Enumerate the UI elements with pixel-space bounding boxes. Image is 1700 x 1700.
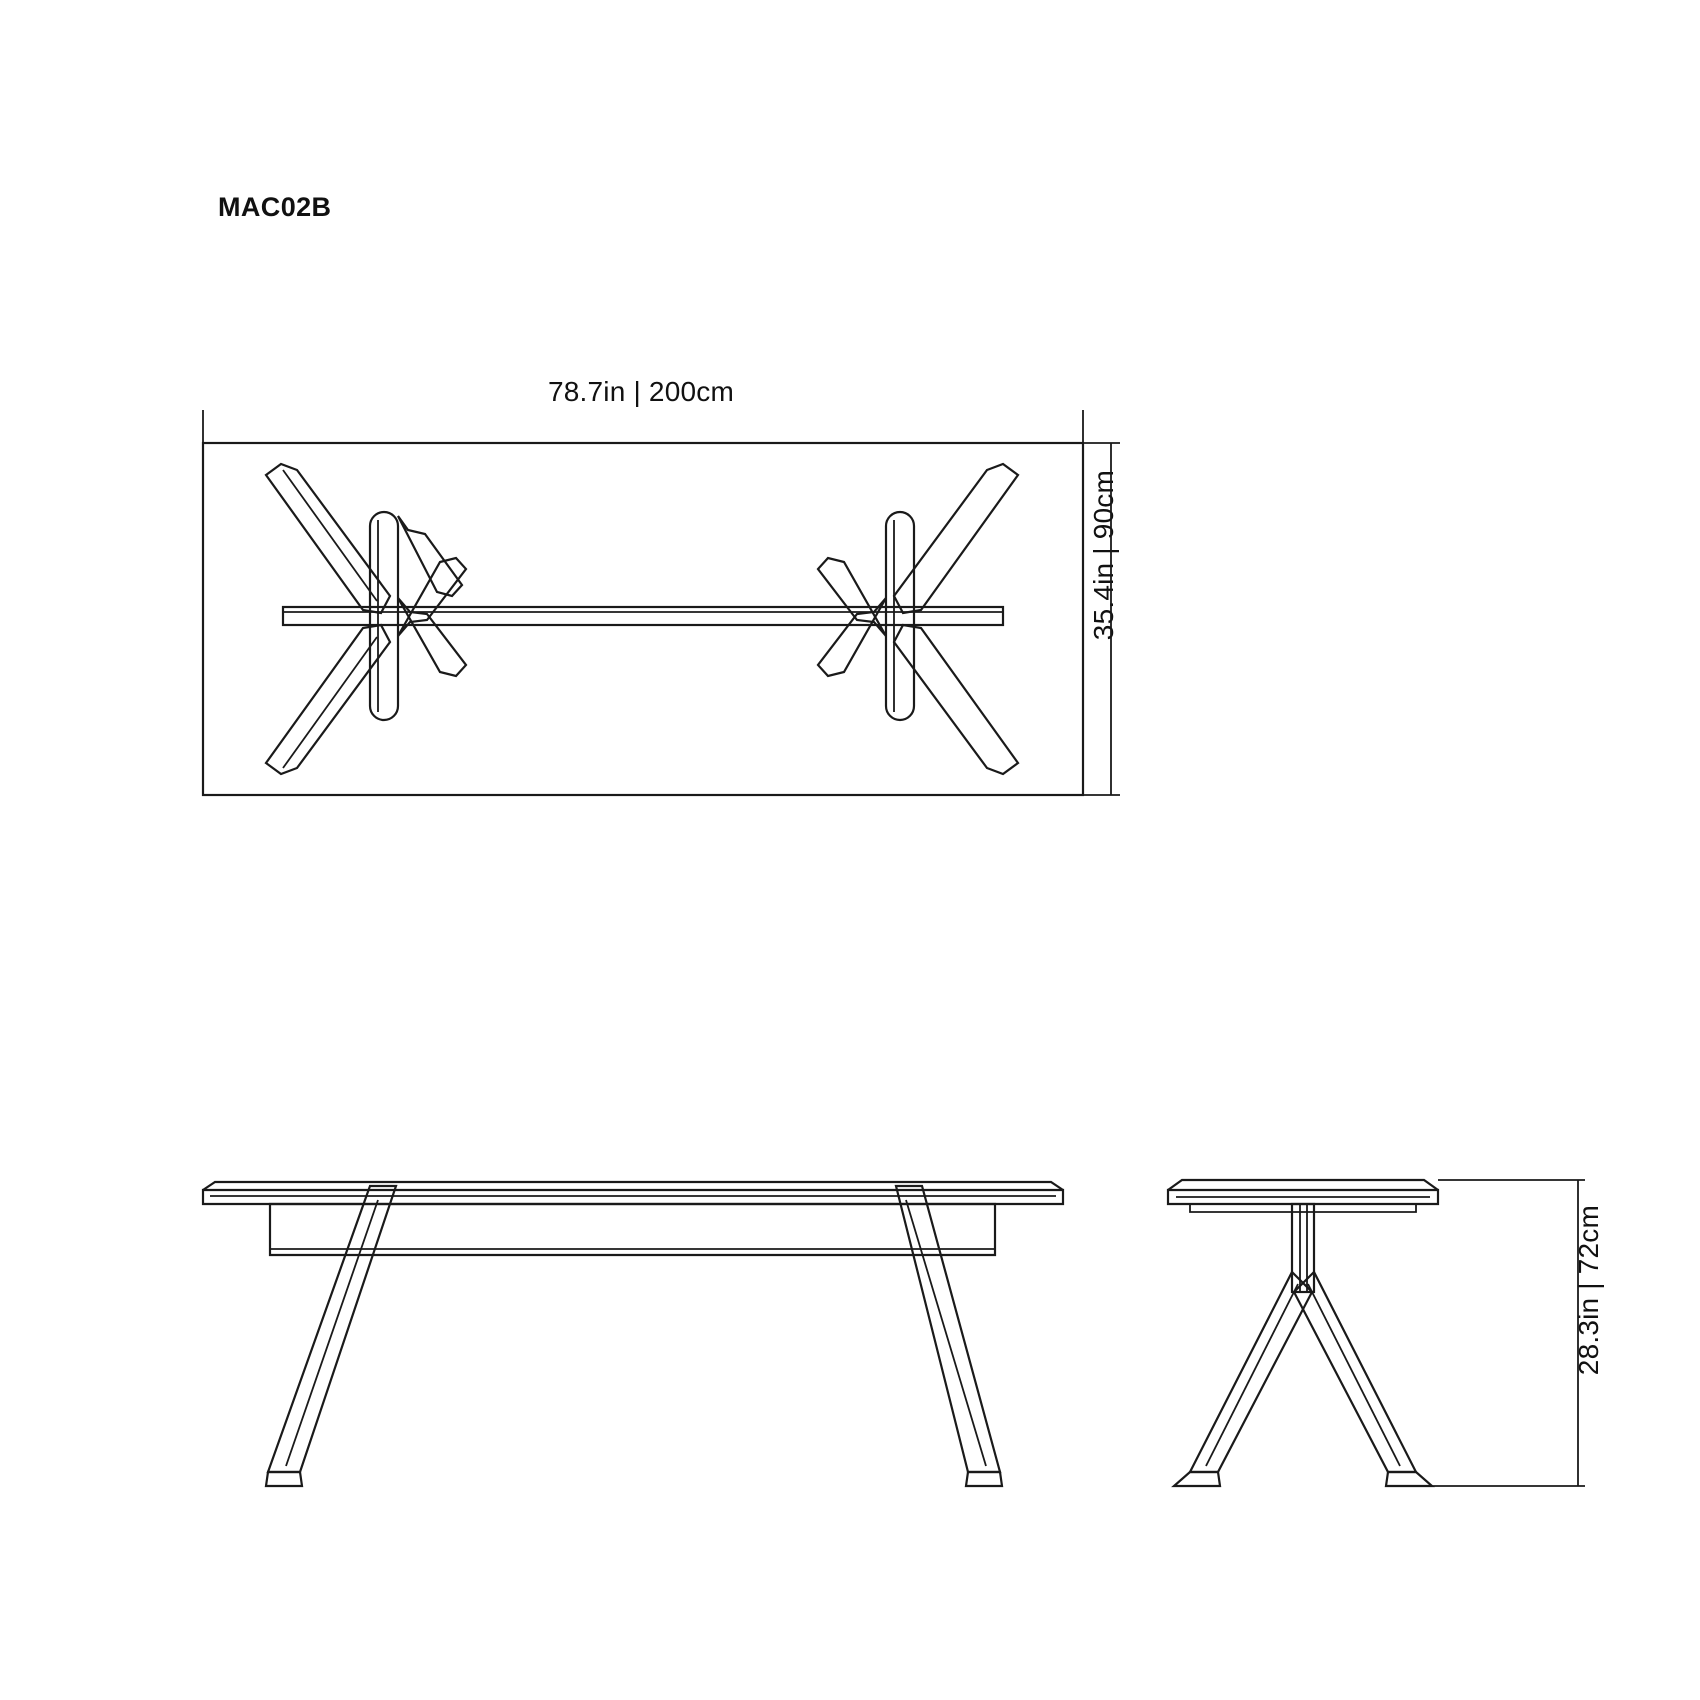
top-view-right-support-plate [886,512,914,720]
top-view-left-support-plate [370,512,398,720]
front-elevation-left-leg [266,1186,396,1486]
top-view-width-dimension [203,410,1083,443]
side-elevation-right-leg [1294,1272,1432,1486]
top-view-center-beam [283,607,1003,625]
front-elevation-right-leg [896,1186,1002,1486]
top-view-left-leg-upper [266,464,390,613]
top-view-right-leg-upper [894,464,1018,613]
top-view-depth-dimension [1083,443,1120,795]
dimension-label-top-width: 78.7in | 200cm [548,376,734,407]
top-view-group [203,443,1083,795]
top-view-right-leg-inner [818,558,886,676]
side-elevation-height-dimension [1432,1180,1585,1486]
top-view-left-leg-lower [266,625,390,774]
page-title: MAC02B [218,192,332,222]
front-elevation-group [203,1182,1063,1486]
dimension-label-side-height: 28.3in | 72cm [1573,1205,1604,1376]
side-elevation-group [1168,1180,1438,1486]
front-elevation-tabletop [203,1190,1063,1204]
side-elevation-center-column [1292,1204,1314,1292]
dimension-label-top-depth: 35.4in | 90cm [1088,470,1119,641]
top-view-tabletop-outline [203,443,1083,795]
top-view-right-leg-lower [894,625,1018,774]
side-elevation-left-leg [1174,1272,1312,1486]
front-elevation-apron [270,1204,995,1255]
top-view-left-leg-inner-upper [398,516,462,596]
